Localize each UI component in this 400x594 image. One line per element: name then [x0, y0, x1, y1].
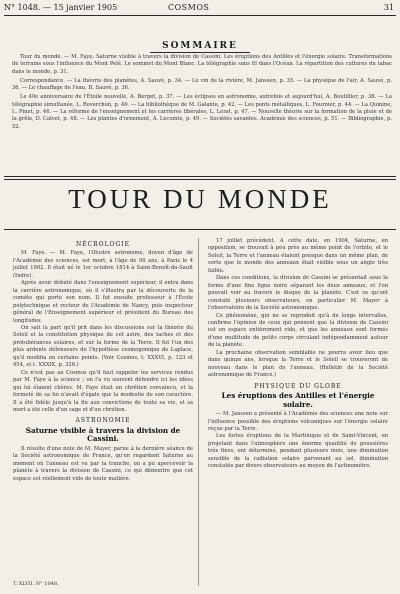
paragraph: La prochaine observation semblable ne pourra avoir lieu que dans quinze ans, lorsque la Terre et le Soleil se trouveront de nouveau dans le plan de l'anneau. (Bulletin de la Société astronomique de France.)	[208, 349, 388, 379]
article-subhead: Les éruptions des Antilles et l'énergie solaire.	[221, 391, 375, 409]
paragraph: 17 juillet précédent. A cette date, en 1904, Saturne, en opposition, se trouvait à peu près au même point de l'orbite, et le Soleil, la Terre et l'anneau étaient presque dans un même plan, de sorte que le monde des anneaux était visible sous un angle très faible.	[208, 238, 388, 274]
running-header	[0, 0, 400, 15]
journal-name: COSMOS	[168, 3, 210, 12]
section-heading: NÉCROLOGIE	[75, 241, 131, 248]
sommaire-rule	[150, 52, 250, 53]
section-rule-thin	[4, 179, 396, 180]
paragraph: Dans ces conditions, la division de Cassini se présentait sous la forme d'une fine ligne noire séparant les deux anneaux, et l'on pouvait voir au travers le disque de la planète. C'est ce qu'ont constaté plusieurs observateurs, en particulier M. Mayer à l'observatoire de la Société astronomique.	[208, 275, 388, 312]
volume-footer: T. XLVII. N° 1048.	[13, 581, 59, 587]
main-title: TOUR DU MONDE	[68, 184, 332, 214]
issue-number: N° 1048. — 15 janvier 1905	[4, 3, 118, 12]
paragraph: Il résulte d'une note de M. Mayer, parue à la dernière séance de la Société astronomique de France, qu'en regardant Saturne au moment où l'anneau est vu par la tranche, on a pu apercevoir la planète à travers la division de Cassini, ce qui démontre que cet espace est réellement vide de toute matière.	[13, 445, 193, 482]
sommaire-paragraph: Le 40e anniversaire de l'Étoile nouvelle, A. Berget, p. 37. — Les éclipses en astronomie, autrefois et aujourd'hui, A. Boutillier, p. 38. — La télégraphie simultanée, L. Reverchon, p. 40. — La bibliothèque de M. Galante, p. 42. — Les ponts métalliques, L. Fournier, p. 44. — La Quinine, L. Pinet, p. 46. — La réforme de l'enseignement et les carrières libérales, L. Lerat, p. 47. — Nouvelle théorie sur la formation de la pluie et de la grêle, D. Calvet, p. 48. — Les plantes d'ornement, A. Lecomte, p. 49. — Sociétés savantes. Académie des sciences, p. 51. — Bibliographie, p. 52.	[12, 94, 392, 130]
sommaire-title: SOMMAIRE	[162, 41, 238, 51]
header-rule	[4, 15, 396, 16]
section-heading: ASTRONOMIE	[75, 417, 131, 425]
title-rule	[4, 229, 396, 230]
right-column	[208, 238, 388, 471]
article-subhead: Saturne visible à travers la division de Cassini.	[25, 425, 181, 444]
paragraph: On sait la part qu'il prit dans les discussions sur la théorie du Soleil et la constitution physique de cet astre, des taches et des protubérances solaires, et sur la forme de la Terre. Il fut l'un des plus ardents défenseurs de l'hypothèse cosmogonique de Laplace, qu'il modifia en certains points. (Voir Cosmos, t. XXXVI, p. 123 et 454, et t. XXXIX, p. 326.)	[13, 324, 193, 369]
paragraph: — M. Janssen a présenté à l'Académie des sciences une note sur l'influence possible des éruptions volcaniques sur l'énergie solaire reçue par la Terre.	[208, 411, 388, 432]
section-rule	[4, 176, 396, 177]
left-column	[13, 238, 193, 483]
column-divider	[198, 238, 199, 586]
paragraph: M. Faye. — M. Faye, l'illustre astronome, doyen d'âge de l'Académie des sciences, est mort, à l'âge de 90 ans, à Paris le 4 juillet 1902. Il était né le 1er octobre 1814 à Saint-Benoît-du-Sault (Indre).	[13, 250, 193, 279]
page-number: 31	[383, 3, 394, 12]
section-heading: PHYSIQUE DU GLOBE	[254, 382, 342, 390]
paragraph: Ce phénomène, qui ne se reproduit qu'à de longs intervalles, confirme l'opinion de ceux qui pensent que la division de Cassini est un espace entièrement vide, et que les anneaux sont formés d'une multitude de petits corps circulant indépendamment autour de la planète.	[208, 312, 388, 349]
sommaire-body	[12, 54, 392, 133]
paragraph: Après avoir débuté dans l'enseignement supérieur, il entra dans la carrière astronomique, où il s'illustra par la découverte de la comète qui porte son nom. Il fut ensuite professeur à l'École polytechnique et recteur de l'Académie de Nancy, puis inspecteur général de l'Enseignement supérieur et président du Bureau des longitudes.	[13, 280, 193, 324]
paragraph: Les fortes éruptions de la Martinique et de Saint-Vincent, en projetant dans l'atmosphère une énorme quantité de poussières très fines, ont déterminé, pendant plusieurs mois, une diminution sensible de la radiation solaire parvenant au sol, diminution constatée par divers observateurs au moyen de l'actinomètre.	[208, 433, 388, 470]
sommaire-paragraph: Tour du monde. — M. Faye. Saturne visible à travers la division de Cassini. Les éruptions des Antilles et l'énergie solaire. Transformations de terrains sous l'influence du Mont Pelé. Le sommet du Mont Blanc. La télégraphie sans fil dans l'Océan. La répartition des cultures du tabac dans le monde, p. 31.	[12, 54, 392, 75]
paragraph: Ce n'est pas au Cosmos qu'il faut rappeler les services rendus par M. Faye à la science ; on l'a vu souvent défendre ici les idées qui lui étaient chères. M. Faye était un chrétien convaincu, et la fermeté de sa foi n'avait d'égale que la modestie de son caractère. Il a été fidèle jusqu'à la fin aux convictions de toute sa vie, et sa mort a été celle d'un sage et d'un chrétien.	[13, 369, 193, 413]
sommaire-paragraph: Correspondance. — La théorie des planètes, A. Sauvé, p. 34. — Le vin de la rivière, M. Janssen, p. 35. — La physique de l'air, A. Sauvé, p. 36. — Le chauffage de l'eau, B. Sauvé, p. 36.	[12, 77, 392, 92]
